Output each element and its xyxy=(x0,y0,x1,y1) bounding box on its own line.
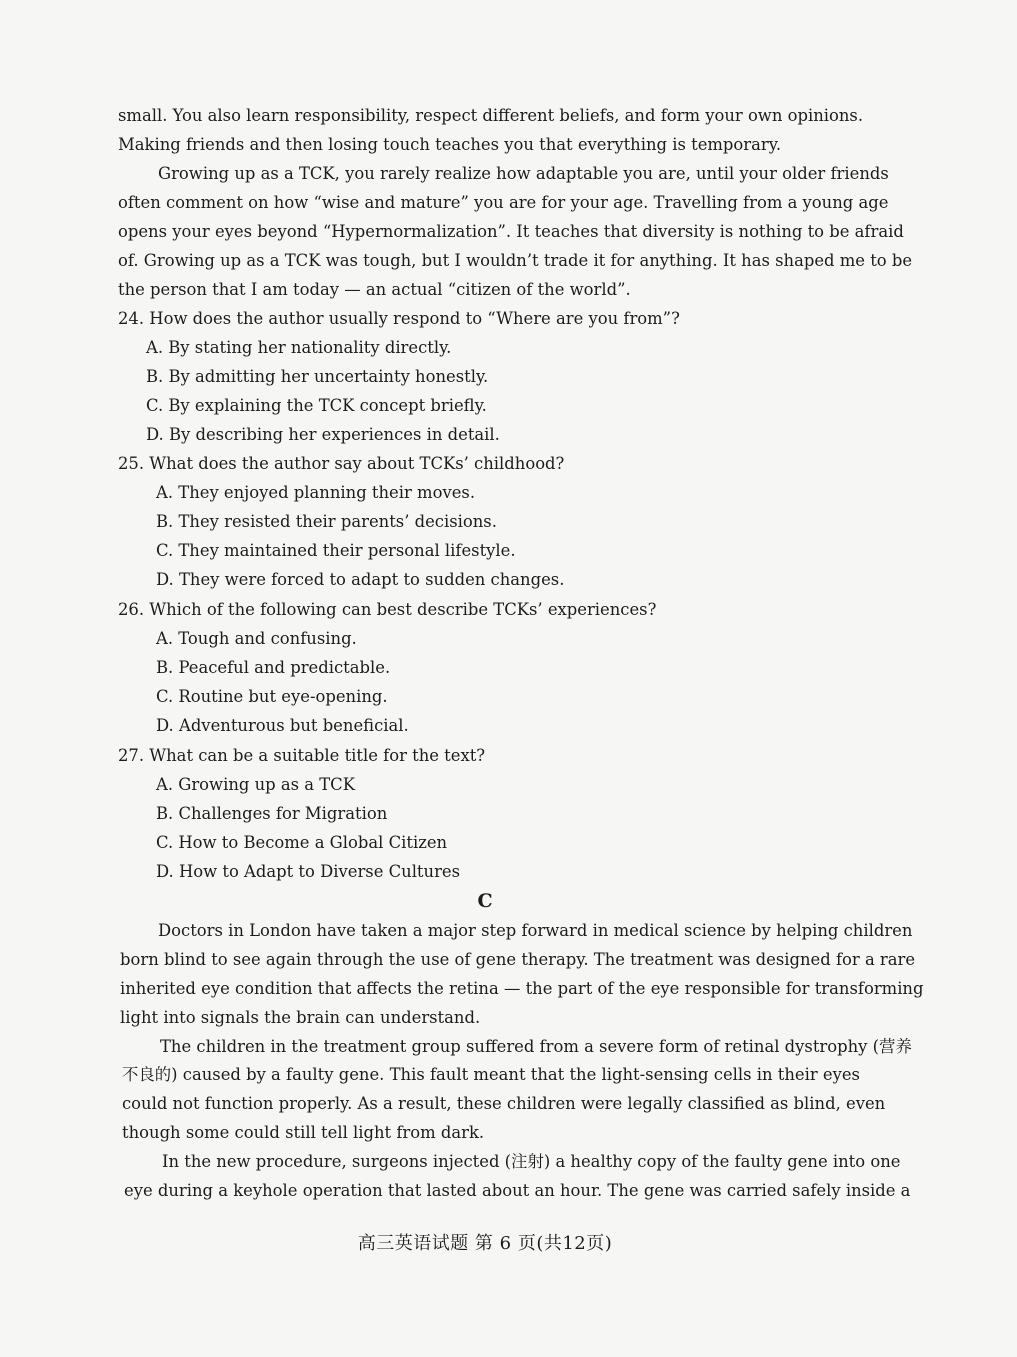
passage-line: The children in the treatment group suffered from a severe form of retinal dystrophy (营养 xyxy=(160,1037,912,1056)
question-27-option-a: A. Growing up as a TCK xyxy=(156,775,355,794)
passage-line: opens your eyes beyond “Hypernormalization”. It teaches that diversity is nothing to be afraid xyxy=(118,222,904,241)
question-27-option-c: C. How to Become a Global Citizen xyxy=(156,833,448,852)
question-25-option-a: A. They enjoyed planning their moves. xyxy=(156,483,476,502)
question-27-option-d: D. How to Adapt to Diverse Cultures xyxy=(156,862,461,881)
passage-line: In the new procedure, surgeons injected (注射) a healthy copy of the faulty gene into one xyxy=(162,1152,901,1171)
question-25-option-c: C. They maintained their personal lifestyle. xyxy=(156,541,516,560)
passage-line: Doctors in London have taken a major step forward in medical science by helping children xyxy=(158,921,913,940)
question-27-stem: 27. What can be a suitable title for the text? xyxy=(118,746,486,765)
passage-line: though some could still tell light from dark. xyxy=(122,1123,485,1142)
question-25-stem: 25. What does the author say about TCKs’ childhood? xyxy=(118,454,565,473)
question-26-option-b: B. Peaceful and predictable. xyxy=(156,658,391,677)
section-heading: C xyxy=(477,890,493,912)
question-26-option-c: C. Routine but eye-opening. xyxy=(156,687,388,706)
passage-line: the person that I am today — an actual “citizen of the world”. xyxy=(118,280,631,299)
question-24-option-d: D. By describing her experiences in detail. xyxy=(146,425,500,444)
passage-line: small. You also learn responsibility, respect different beliefs, and form your own opinions. xyxy=(118,106,864,125)
question-24-stem: 24. How does the author usually respond to “Where are you from”? xyxy=(118,309,680,328)
passage-line: of. Growing up as a TCK was tough, but I wouldn’t trade it for anything. It has shaped me to be xyxy=(118,251,913,270)
passage-line: light into signals the brain can understand. xyxy=(120,1008,481,1027)
question-26-option-d: D. Adventurous but beneficial. xyxy=(156,716,409,735)
question-26-stem: 26. Which of the following can best describe TCKs’ experiences? xyxy=(118,600,657,619)
passage-line: born blind to see again through the use of gene therapy. The treatment was designed for a rare xyxy=(120,950,916,969)
passage-line: could not function properly. As a result, these children were legally classified as blind, even xyxy=(122,1094,886,1113)
passage-line: 不良的) caused by a faulty gene. This fault meant that the light-sensing cells in their eyes xyxy=(122,1065,860,1084)
question-24-option-a: A. By stating her nationality directly. xyxy=(146,338,452,357)
passage-line: eye during a keyhole operation that lasted about an hour. The gene was carried safely inside a xyxy=(124,1181,911,1200)
question-24-option-b: B. By admitting her uncertainty honestly. xyxy=(146,367,489,386)
question-26-option-a: A. Tough and confusing. xyxy=(156,629,357,648)
question-27-option-b: B. Challenges for Migration xyxy=(156,804,388,823)
passage-line: Growing up as a TCK, you rarely realize how adaptable you are, until your older friends xyxy=(158,164,889,183)
passage-line: inherited eye condition that affects the retina — the part of the eye responsible for transforming xyxy=(120,979,924,998)
question-25-option-d: D. They were forced to adapt to sudden changes. xyxy=(156,570,565,589)
question-24-option-c: C. By explaining the TCK concept briefly. xyxy=(146,396,487,415)
passage-line: often comment on how “wise and mature” you are for your age. Travelling from a young age xyxy=(118,193,889,212)
page-footer: 高三英语试题 第 6 页(共12页) xyxy=(357,1233,613,1254)
passage-line: Making friends and then losing touch teaches you that everything is temporary. xyxy=(118,135,782,154)
question-25-option-b: B. They resisted their parents’ decisions. xyxy=(156,512,497,531)
